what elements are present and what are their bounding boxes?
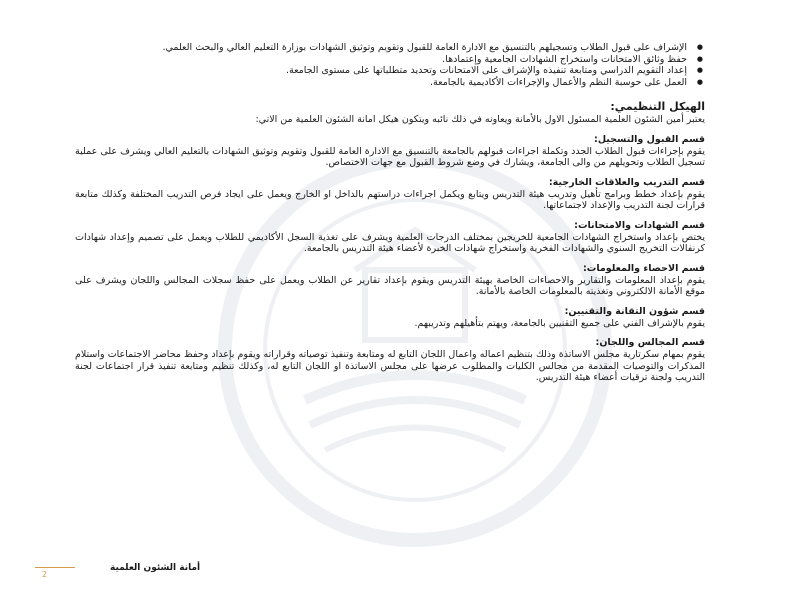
- section-heading-training: قسم التدريب والعلاقات الخارجية:: [548, 176, 705, 188]
- section-heading-admission: قسم القبول والتسجيل:: [594, 133, 705, 145]
- responsibilities-list: [75, 42, 705, 88]
- section-text-certificates: يختص بإعداد واستخراج الشهادات الجامعية للخريجين بمختلف الدرجات العلمية ويشرف على تغذية السجل الأكاديمي للطلاب ويعمل على تصميم وإعداد شهادات كرنفالات التخريج السنوي والشهادات الفخرية واستخراج شهادات الخبرة لأعضاء هيئة التدريس بالجامعة.: [75, 231, 705, 254]
- footer-divider: [35, 567, 75, 568]
- list-item: ● حفظ وثائق الامتحانات واستخراج الشهادات الجامعية وإعتمادها.: [75, 54, 687, 66]
- list-item: ● الإشراف على قبول الطلاب وتسجيلهم بالتنسيق مع الادارة العامة للقبول وتقويم وتوثيق الشهادات بوزارة التعليم العالي والبحث العلمي.: [75, 42, 687, 54]
- section-text-statistics: يقوم بإعداد المعلومات والتقارير والاحصاءات الخاصة بهيئة التدريس ويقوم بإعداد تقارير عن الطلاب ويعمل على حفظ سجلات المجالس واللجان ويشرف على موقع الأمانة الالكتروني وتغذيته بالمعلومات الخاصة بالأمانة.: [75, 274, 705, 297]
- section-heading-statistics: قسم الاحصاء والمعلومات:: [582, 262, 705, 274]
- page-number: 2: [42, 570, 48, 579]
- section-heading-technology: قسم شؤون التقانة والتقنيين:: [564, 305, 705, 317]
- section-text-technology: يقوم بالإشراف الفني على جميع التقنيين بالجامعة، ويهتم بتأهيلهم وتدريبهم.: [414, 317, 705, 329]
- list-item: ● العمل على حوسبة النظم والأعمال والإجراءات الأكاديمية بالجامعة.: [75, 77, 687, 89]
- section-heading-certificates: قسم الشهادات والامتحانات:: [574, 219, 705, 231]
- footer-title: أمانة الشئون العلمية: [110, 563, 201, 573]
- section-text-councils: يقوم بمهام سكرتارية مجلس الاساتذة وذلك بتنظيم اعماله واعمال اللجان التابع له ومتابعة وتنفيذ توصياته وقراراته ويقوم بإعداد وحفظ محاضر الاجتماعات واستلام المذكرات والتوصيات المقدمة من مجالس الكليات والمطلوب عرضها على مجلس الاساتذة او اللجان التابع له، وكذلك تنظيم ومتابعة تنفيذ قرار اجتماعات لجنة التدريب ولجنة ترقيات أعضاء هيئة التدريس.: [75, 349, 705, 383]
- structure-heading: الهيكل التنظيمي:: [610, 100, 705, 113]
- list-item: ● إعداد التقويم الدراسي ومتابعة تنفيذه والإشراف على الامتحانات وتحديد متطلباتها على مستوى الجامعة.: [75, 65, 687, 77]
- section-text-admission: يقوم بإجراءات قبول الطلاب الجدد وتكملة اجراءات قبولهم بالجامعة بالتنسيق مع الادارة العامة للقبول وتقويم وتوثيق الشهادات بالتعليم العالي ويشرف على عملية تسجيل الطلاب وتحويلهم من والى الجامعة، ويشارك في وضع شروط القبول مع جهات الاختصاص.: [75, 145, 705, 168]
- section-heading-councils: قسم المجالس واللجان:: [595, 337, 705, 348]
- main-content: [75, 42, 705, 384]
- structure-intro: يعتبر أمين الشئون العلمية المسئول الاول بالأمانة ويعاونه في ذلك نائبه ويتكون هيكل امانة الشئون العلمية من الاتي:: [255, 114, 705, 125]
- section-text-training: يقوم بإعداد خطط وبرامج تأهيل وتدريب هيئة التدريس ويتابع ويكمل اجراءات دراستهم بالداخل او الخارج ويعمل على ايجاد فرص التدريب المختلفة وكذلك متابعة قرارات لجنة التدريب والإعداد لاجتماعاتها.: [75, 188, 705, 211]
